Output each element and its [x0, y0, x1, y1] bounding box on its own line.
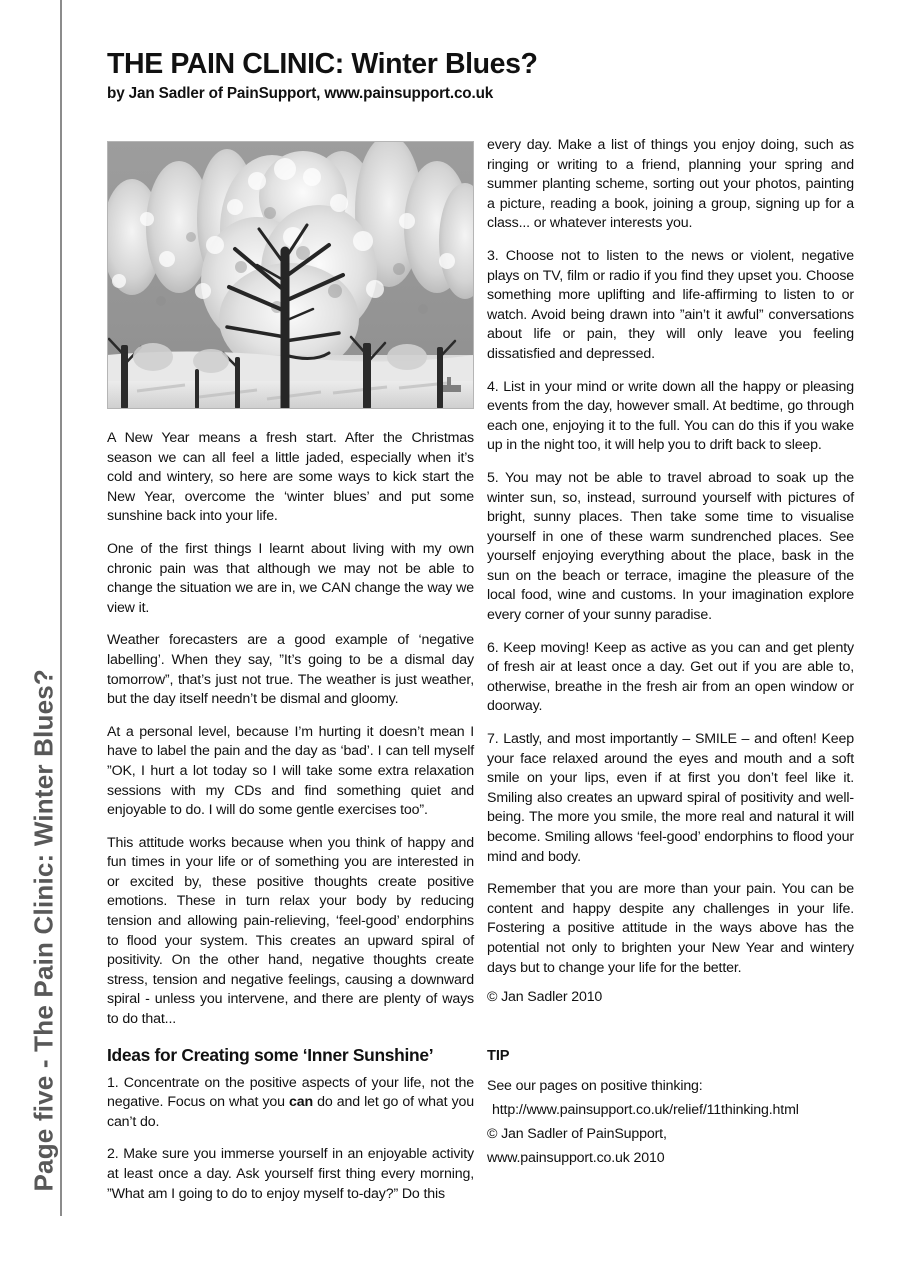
list-item-4: 4. List in your mind or write down all the happy or pleasing events from the day, however small. At bedtime, go through each one, enjoying it to the full. You can do this if you wake up in the night too, it will help you to drift back to sleep. — [487, 378, 854, 454]
tip-block — [487, 1048, 854, 1170]
masthead — [107, 50, 859, 103]
article-byline: by Jan Sadler of PainSupport, www.painsupport.co.uk — [107, 84, 494, 102]
list-item-6: 6. Keep moving! Keep as active as you can and get plenty of fresh air at least once a day. Get out if you are able to, otherwise, breathe in the fresh air from an open window or doorway. — [487, 639, 854, 715]
paragraph: At a personal level, because I’m hurting it doesn’t mean I have to label the pain and the day as ‘bad’. I can tell myself ”OK, I hurt a lot today so I will take some extra relaxation sessions with my CDs and find something quiet and enjoyable to do. I will do some gentle exercises too”. — [107, 723, 474, 819]
list-item-7: 7. Lastly, and most importantly – SMILE – and often! Keep your face relaxed around the eyes and mouth and a soft smile on your lips, even if at first you don’t feel like it. Smiling also creates an upward spiral of positivity and well-being. The more you smile, the more real and natural it will become. Smiling allows ‘feel-good’ endorphins to flood your mind and body. — [487, 731, 854, 865]
tip-intro-text: See our pages on positive thinking: — [487, 1077, 703, 1094]
copyright-notice: © Jan Sadler 2010 — [487, 989, 603, 1006]
tip-credit-line-1: © Jan Sadler of PainSupport, — [487, 1125, 667, 1142]
section-heading-inner-sunshine: Ideas for Creating some ‘Inner Sunshine’ — [107, 1044, 434, 1065]
tip-url-link[interactable]: http://www.painsupport.co.uk/relief/11thinking.html — [492, 1101, 799, 1118]
list-item-1-text-after: do and let go of what you can’t do. — [107, 1094, 474, 1130]
paragraph: This attitude works because when you think of happy and fun times in your life or of something you are interested in or excited by, these positive thoughts create positive emotions. These in turn relax your body by reducing tension and allowing pain-relieving, ‘feel-good’ endorphins to flood your system. This creates an upward spiral of positivity. On the other hand, negative thoughts create stress, tension and negative feelings, causing a downward spiral - unless you intervene, and there are plenty of ways to do that... — [107, 834, 474, 1028]
list-item-1 — [107, 1074, 474, 1133]
vertical-page-tab-label: Page five - The Pain Clinic: Winter Blues? — [28, 669, 59, 1192]
paragraph: Weather forecasters are a good example of ‘negative labelling’. When they say, ”It’s going to be a dismal day tomorrow”, that’s just not true. The weather is just weather, but the day itself needn’t be dismal and gloomy. — [107, 632, 474, 708]
list-item-3: 3. Choose not to listen to the news or violent, negative plays on TV, film or radio if you find they upset you. Choose something more uplifting and life-affirming to listen to or watch. Avoid being drawn into ”ain’t it awful” conversations about life or pain, they will only leave you feeling dissatisfied and depressed. — [487, 247, 854, 362]
list-item-5: 5. You may not be able to travel abroad to soak up the winter sun, so, instead, surround yourself with pictures of bright, sunny places. Then take some time to visualise yourself in one of these warm sundrenched places. See yourself enjoying everything about the place, bask in the sun on the beach or terrace, imagine the pleasure of the local food, wine and customs. In your imagination explore every corner of your sunny paradise. — [487, 469, 854, 624]
list-item-1-text-before: 1. Concentrate on the positive aspects of your life, not the negative. Focus on what you — [107, 1074, 474, 1111]
paragraph: A New Year means a fresh start. After the Christmas season we can all feel a little jaded, especially when it’s cold and wintery, so here are some ways to kick start the New Year, overcome the ‘winter blues’ and put some sunshine back into your life. — [107, 430, 474, 525]
paragraph: every day. Make a list of things you enjoy doing, such as ringing or writing to a friend, planning your spring and summer planting scheme, sorting out your photos, painting a picture, reading a book, joining a group, signing up for a class... or whatever interests you. — [487, 137, 854, 232]
tip-credit-line-2: www.painsupport.co.uk 2010 — [487, 1149, 665, 1166]
paragraph: One of the first things I learnt about living with my own chronic pain was that although we may not be able to change the situation we are in, we CAN change the way we view it. — [107, 540, 474, 616]
page-side-rail — [0, 0, 62, 1280]
right-column — [487, 136, 854, 1170]
tip-heading: TIP — [487, 1047, 510, 1064]
winter-trees-photo — [107, 141, 474, 409]
list-item-2: 2. Make sure you immerse yourself in an enjoyable activity at least once a day. Ask yourself first thing every morning, ”What am I going to do to enjoy myself to-day?” Do this — [107, 1146, 474, 1202]
page-title: THE PAIN CLINIC: Winter Blues? — [107, 48, 538, 80]
left-column — [107, 136, 474, 1204]
article-content — [107, 0, 859, 1280]
closing-paragraph: Remember that you are more than your pain. You can be content and happy despite any challenges in your life. Fostering a positive attitude in the ways above has the potential not only to brighten your New Year and wintery days but to change your life for the better. — [487, 881, 854, 976]
vertical-divider-line — [60, 0, 62, 1216]
list-item-1-emphasis: can — [289, 1094, 314, 1111]
